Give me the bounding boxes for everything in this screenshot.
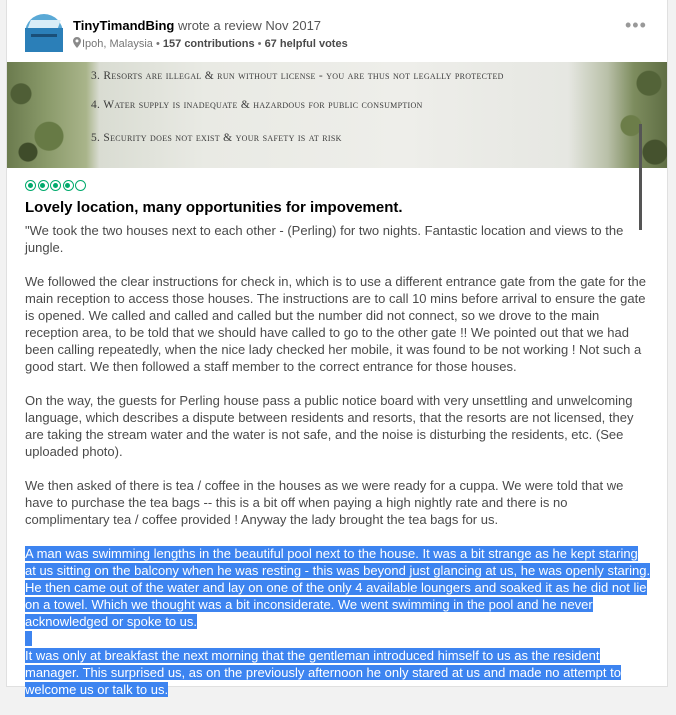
review-date-text: wrote a review Nov 2017 (174, 18, 322, 33)
review-paragraph: We then asked of there is tea / coffee in the houses as we were ready for a cuppa. We were told that we have to purchase the tea bags -- this is a bit off when paying a high nightly rate and there is no complimentary tea / coffee provided ! Anyway the lady brought the tea bags for us. (25, 478, 624, 527)
review-title[interactable]: Lovely location, many opportunities for impovement. (25, 199, 403, 216)
contributions-count: 157 contributions (162, 38, 255, 50)
rating-bubble (38, 180, 49, 191)
author-name-link[interactable]: TinyTimandBing (73, 18, 175, 33)
review-header (7, 0, 667, 62)
review-paragraph: "We took the two houses next to each other - (Perling) for two nights. Fantastic location and views to the jungle. (25, 223, 624, 255)
author-line (73, 18, 321, 33)
selected-review-paragraph: A man was swimming lengths in the beautiful pool next to the house. It was a bit strange as he kept staring at us sitting on the balcony when he was resting - this was beyond just glancing at us, he was openly staring. He then came out of the water and lay on one of the only 4 available loungers and soaked it as he did not lie on a towel. Which we thought was a bit inconsiderate. We went swimming in the pool and he never acknowledged or spoke to us. (25, 546, 651, 629)
rating-bubble (75, 180, 86, 191)
author-meta: Ipoh, Malaysia • 157 contributions • 67 helpful votes (73, 37, 348, 51)
photo-notice-line: 5. Security does not exist & your safety is at risk (91, 132, 342, 144)
helpful-votes-count: 67 helpful votes (264, 38, 348, 50)
avatar[interactable] (25, 14, 63, 52)
selected-review-paragraph: It was only at breakfast the next morning that the gentleman introduced himself to us as the resident manager. This surprised us, as on the previously afternoon he only stared at us and made no attempt to welcome us or talk to us. (25, 648, 621, 697)
rating-bubble (50, 180, 61, 191)
author-location: Ipoh, Malaysia (82, 38, 153, 50)
more-options-icon[interactable]: ••• (625, 15, 647, 35)
review-card (6, 0, 668, 697)
rating-bubble (25, 180, 36, 191)
review-paragraph: We followed the clear instructions for check in, which is to use a different entrance gate from the gate for the main reception to access those houses. The instructions are to call 10 mins before arrival to ensure the gate is opened. We called and called and called but the number did not connect, so we drove to the main reception area, to be told that we should have called to go to the other gate !! We pointed out that we had been calling repeatedly, when the nice lady checked her mobile, it was found to be not working ! Not such a good start. We then followed a staff member to the correct entrance for those houses. (25, 274, 646, 374)
bubble-rating (25, 178, 88, 192)
location-pin-icon (73, 37, 81, 51)
photo-notice-line: 3. Resorts are illegal & run without license - you are thus not legally protected (91, 70, 504, 82)
selection-gap (25, 631, 32, 646)
rating-bubble (63, 180, 74, 191)
review-paragraph: On the way, the guests for Perling house pass a public notice board with very unsettling and unwelcoming language, which describes a dispute between residents and resorts, that the resorts are not licensed, they are taking the stream water and the water is not safe, and the noise is disturbing the residents, etc. (See uploaded photo). (25, 393, 634, 459)
review-body (25, 222, 651, 715)
review-photo[interactable] (7, 62, 667, 168)
photo-notice-line: 4. Water supply is inadequate & hazardous for public consumption (91, 99, 423, 111)
